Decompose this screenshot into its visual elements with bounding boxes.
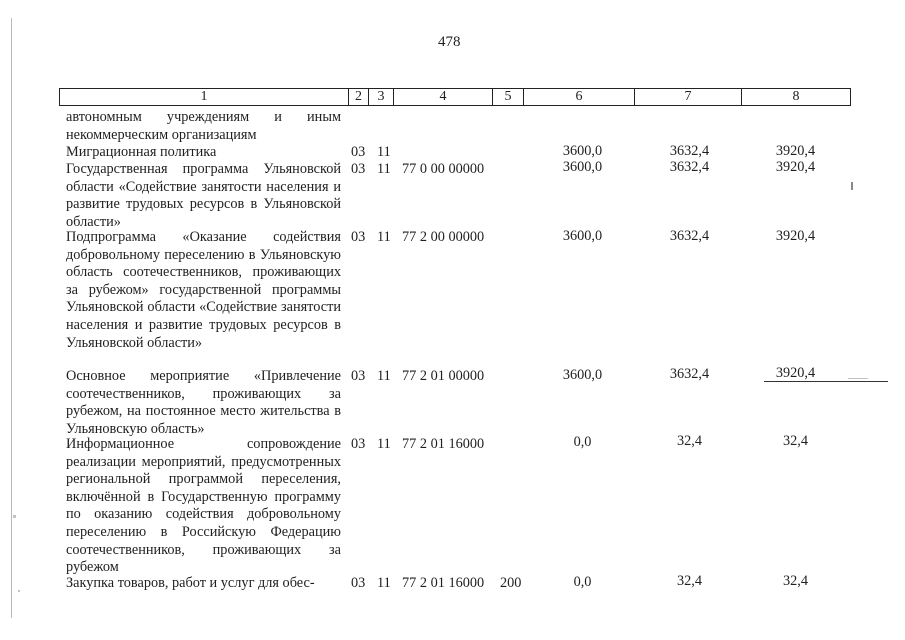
row-subsection-code: 11 bbox=[377, 436, 391, 452]
header-col-2: 2 bbox=[348, 88, 368, 106]
header-col-8: 8 bbox=[741, 88, 851, 106]
row-value-col6: 3600,0 bbox=[562, 159, 603, 175]
header-col-1: 1 bbox=[59, 88, 348, 106]
header-col-3: 3 bbox=[368, 88, 393, 106]
row-target-code: 77 2 01 16000 bbox=[402, 575, 485, 591]
row-value-col7: 3632,4 bbox=[669, 159, 710, 175]
row-target-code: 77 2 01 00000 bbox=[402, 368, 485, 384]
row-section-code: 03 bbox=[351, 575, 366, 591]
row-value-col7: 32,4 bbox=[676, 573, 703, 589]
scan-speck bbox=[13, 515, 16, 518]
scan-speck bbox=[848, 378, 868, 379]
row-value-col6: 0,0 bbox=[573, 434, 592, 450]
row-target-code: 77 0 00 00000 bbox=[402, 161, 485, 177]
total-underline bbox=[764, 381, 888, 382]
row-section-code: 03 bbox=[351, 229, 366, 245]
row-subsection-code: 11 bbox=[377, 144, 391, 160]
row-section-code: 03 bbox=[351, 161, 366, 177]
row-value-col7: 3632,4 bbox=[669, 366, 710, 382]
left-margin-rule bbox=[11, 18, 12, 618]
row-expense-type-code: 200 bbox=[500, 575, 522, 591]
row-subsection-code: 11 bbox=[377, 368, 391, 384]
row-section-code: 03 bbox=[351, 144, 366, 160]
row-subsection-code: 11 bbox=[377, 161, 391, 177]
row-value-col8: 32,4 bbox=[782, 573, 809, 589]
row-target-code: 77 2 00 00000 bbox=[402, 229, 485, 245]
row-section-code: 03 bbox=[351, 368, 366, 384]
row-value-col6: 0,0 bbox=[573, 574, 592, 590]
header-col-5: 5 bbox=[492, 88, 523, 106]
scan-speck bbox=[851, 182, 853, 190]
row-value-col8: 3920,4 bbox=[775, 228, 816, 244]
row-value-col8: 3920,4 bbox=[775, 365, 816, 381]
row-description: Основное мероприятие «Привлечение соотечественников, проживающих за рубежом, на постоянное место жительства в Ульяновскую область» bbox=[66, 368, 341, 437]
row-value-col6: 3600,0 bbox=[562, 228, 603, 244]
row-description: автономным учреждениям и иным некоммерческим организациям bbox=[66, 109, 341, 143]
header-col-4: 4 bbox=[393, 88, 492, 106]
row-value-col7: 3632,4 bbox=[669, 228, 710, 244]
header-col-7: 7 bbox=[634, 88, 741, 106]
row-value-col8: 3920,4 bbox=[775, 143, 816, 159]
row-value-col8: 32,4 bbox=[782, 433, 809, 449]
page-number: 478 bbox=[438, 34, 461, 50]
row-description: Информационное сопровождение реализации мероприятий, предусмотренных региональной программой переселения, включённой в Государственную программу по оказанию содействия добровольному переселению в Российскую Федерацию соотечественников, проживающих за рубежом bbox=[66, 436, 341, 576]
row-subsection-code: 11 bbox=[377, 575, 391, 591]
row-value-col7: 32,4 bbox=[676, 433, 703, 449]
header-col-6: 6 bbox=[523, 88, 634, 106]
scan-speck bbox=[18, 590, 20, 592]
row-subsection-code: 11 bbox=[377, 229, 391, 245]
row-value-col7: 3632,4 bbox=[669, 143, 710, 159]
row-target-code: 77 2 01 16000 bbox=[402, 436, 485, 452]
row-description: Государственная программа Ульяновской области «Содействие занятости населения и развитие трудовых ресурсов в Ульяновской области» bbox=[66, 161, 341, 230]
row-description: Миграционная политика bbox=[66, 144, 217, 160]
row-section-code: 03 bbox=[351, 436, 366, 452]
row-description: Закупка товаров, работ и услуг для обес- bbox=[66, 575, 315, 591]
row-value-col6: 3600,0 bbox=[562, 143, 603, 159]
row-description: Подпрограмма «Оказание содействия добровольному переселению в Ульяновскую область соотечественников, проживающих за рубежом» государственной программы Ульяновской области «Содействие занятости населения и развитие трудовых ресурсов в Ульяновской области» bbox=[66, 229, 341, 351]
row-value-col8: 3920,4 bbox=[775, 159, 816, 175]
row-value-col6: 3600,0 bbox=[562, 367, 603, 383]
